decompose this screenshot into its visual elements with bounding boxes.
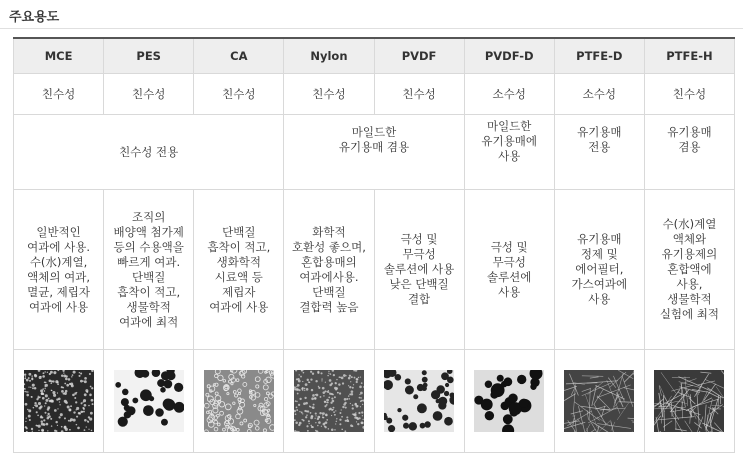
column-header-nylon: Nylon xyxy=(284,38,374,74)
ptfe-d-membrane-micrograph xyxy=(564,370,634,432)
ca-membrane-micrograph xyxy=(204,370,274,432)
membrane-spec-table xyxy=(13,37,735,453)
page-title: 주요용도 xyxy=(9,10,60,25)
header-row xyxy=(14,38,735,74)
compatibility-cell-pvdf-d: 마일드한 유기용매에 사용 xyxy=(464,115,554,190)
application-cell-ptfe-d: 유기용매 정제 및 에어필터, 가스여과에 사용 xyxy=(554,190,644,350)
mce-membrane-micrograph xyxy=(24,370,94,432)
hydrophilicity-cell: 소수성 xyxy=(464,74,554,115)
column-header-ca: CA xyxy=(194,38,284,74)
column-header-mce: MCE xyxy=(14,38,104,74)
pvdf-d-membrane-micrograph xyxy=(474,370,544,432)
hydrophilicity-cell: 친수성 xyxy=(14,74,104,115)
column-header-pvdf: PVDF xyxy=(374,38,464,74)
compatibility-cell-mild-solvent: 마일드한 유기용매 겸용 xyxy=(284,115,464,190)
compatibility-cell-hydrophilic-only: 친수성 전용 xyxy=(14,115,284,190)
application-cell-pvdf-d: 극성 및 무극성 솔루션에 사용 xyxy=(464,190,554,350)
hydrophilicity-cell: 친수성 xyxy=(644,74,734,115)
hydrophilicity-cell: 친수성 xyxy=(374,74,464,115)
column-header-pvdf-d: PVDF-D xyxy=(464,38,554,74)
application-cell-pvdf: 극성 및 무극성 솔루션에 사용 낮은 단백질 결합 xyxy=(374,190,464,350)
compatibility-cell-ptfe-h: 유기용매 겸용 xyxy=(644,115,734,190)
ptfe-h-membrane-micrograph xyxy=(654,370,724,432)
application-cell-pes: 조직의 배양액 첨가제 등의 수용액을 빠르게 여과. 단백질 흡착이 적고, 생물학적 여과에 최적 xyxy=(104,190,194,350)
hydrophilicity-cell: 소수성 xyxy=(554,74,644,115)
column-header-ptfe-h: PTFE-H xyxy=(644,38,734,74)
title-divider xyxy=(0,28,743,29)
column-header-ptfe-d: PTFE-D xyxy=(554,38,644,74)
application-cell-ca: 단백질 흡착이 적고, 생화학적 시료액 등 제립자 여과에 사용 xyxy=(194,190,284,350)
application-cell-nylon: 화학적 호환성 좋으며, 혼합용매의 여과에사용. 단백질 결합력 높음 xyxy=(284,190,374,350)
hydrophilicity-cell: 친수성 xyxy=(284,74,374,115)
hydrophilicity-row xyxy=(14,74,735,115)
solvent-compatibility-row xyxy=(14,115,735,190)
hydrophilicity-cell: 친수성 xyxy=(194,74,284,115)
nylon-membrane-micrograph xyxy=(294,370,364,432)
pes-membrane-micrograph xyxy=(114,370,184,432)
application-cell-ptfe-h: 수(水)계열 액체와 유기용제의 혼합액에 사용, 생물학적 실험에 최적 xyxy=(644,190,734,350)
micrograph-row xyxy=(14,350,735,453)
application-cell-mce: 일반적인 여과에 사용. 수(水)계열, 액체의 여과, 멸균, 제립자 여과에 사용 xyxy=(14,190,104,350)
column-header-pes: PES xyxy=(104,38,194,74)
application-row xyxy=(14,190,735,350)
hydrophilicity-cell: 친수성 xyxy=(104,74,194,115)
compatibility-cell-ptfe-d: 유기용매 전용 xyxy=(554,115,644,190)
pvdf-membrane-micrograph xyxy=(384,370,454,432)
